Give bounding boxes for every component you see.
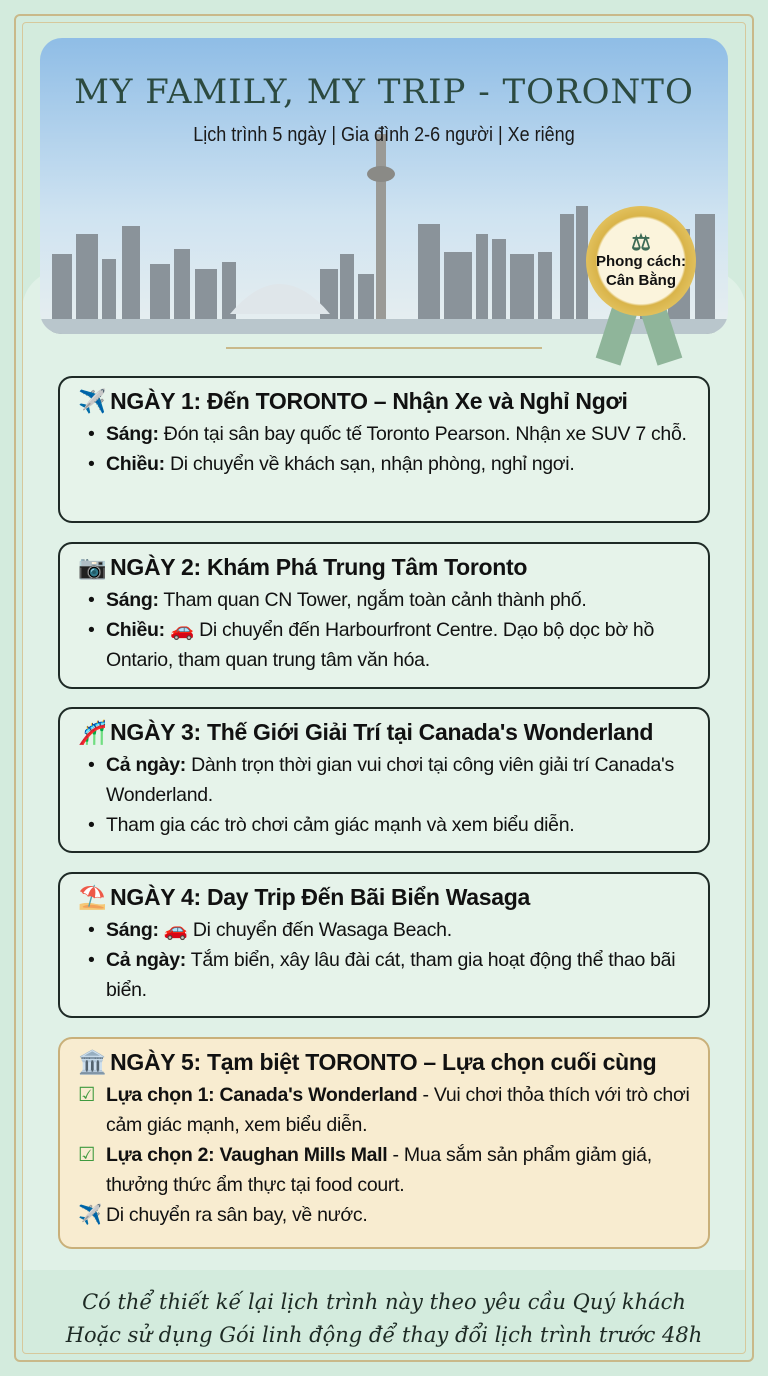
day-title: ⛱️ NGÀY 4: Day Trip Đến Bãi Biển Wasaga <box>78 884 531 910</box>
list-item: • Sáng: Đón tại sân bay quốc tế Toronto Pearson. Nhận xe SUV 7 chỗ. <box>78 419 690 449</box>
list-item: • Chiều: 🚗 Di chuyển đến Harbourfront Centre. Dạo bộ dọc bờ hồ Ontario, tham quan trung tâm văn hóa. <box>78 615 690 675</box>
footer-line-2: Hoặc sử dụng Gói linh động để thay đổi lịch trình trước 48h <box>65 1323 703 1347</box>
list-item: • Cả ngày: Tắm biển, xây lâu đài cát, tham gia hoạt động thể thao bãi biển. <box>78 945 690 1005</box>
check-box-icon: ☑ <box>78 1144 96 1166</box>
list-item: ☑ Lựa chọn 2: Vaughan Mills Mall - Mua sắm sản phẩm giảm giá, thưởng thức ẩm thực tại food court. <box>78 1140 690 1200</box>
badge-line1: Phong cách: <box>595 252 686 270</box>
ornament-divider <box>226 347 542 349</box>
day-card-3 <box>58 707 710 853</box>
day-card-1 <box>58 376 710 523</box>
classical-building-icon: 🏛️ <box>78 1049 107 1075</box>
beach-umbrella-icon: ⛱️ <box>78 884 107 910</box>
list-item: • Tham gia các trò chơi cảm giác mạnh và xem biểu diễn. <box>78 810 690 840</box>
list-item: • Chiều: Di chuyển về khách sạn, nhận phòng, nghỉ ngơi. <box>78 449 690 479</box>
badge-line2: Cân Bằng <box>605 271 676 289</box>
airplane-icon: ✈️ <box>78 388 107 414</box>
list-item: ✈️ Di chuyển ra sân bay, về nước. <box>78 1200 690 1230</box>
camera-icon: 📷 <box>78 554 107 580</box>
list-item: • Cả ngày: Dành trọn thời gian vui chơi tại công viên giải trí Canada's Wonderland. <box>78 750 690 810</box>
day-title: 🎢 NGÀY 3: Thế Giới Giải Trí tại Canada's Wonderland <box>78 719 654 745</box>
footer-line-1: Có thể thiết kế lại lịch trình này theo yêu cầu Quý khách <box>82 1290 686 1314</box>
list-item: ☑ Lựa chọn 1: Canada's Wonderland - Vui chơi thỏa thích với trò chơi cảm giác mạnh, xem biểu diễn. <box>78 1080 690 1140</box>
day-card-4 <box>58 872 710 1018</box>
day-card-5 <box>58 1037 710 1249</box>
page-title: MY FAMILY, MY TRIP - TORONTO <box>74 72 694 112</box>
scales-icon: ⚖ <box>631 229 651 255</box>
style-badge <box>586 206 696 316</box>
list-item: • Sáng: Tham quan CN Tower, ngắm toàn cảnh thành phố. <box>78 585 690 615</box>
airplane-icon: ✈️ <box>78 1204 102 1226</box>
day-card-2 <box>58 542 710 689</box>
roller-coaster-icon: 🎢 <box>78 719 107 745</box>
day-title: 🏛️ NGÀY 5: Tạm biệt TORONTO – Lựa chọn cuối cùng <box>78 1049 657 1075</box>
check-box-icon: ☑ <box>78 1084 96 1106</box>
list-item: • Sáng: 🚗 Di chuyển đến Wasaga Beach. <box>78 915 690 945</box>
day-title: 📷 NGÀY 2: Khám Phá Trung Tâm Toronto <box>78 554 528 580</box>
page-subtitle: Lịch trình 5 ngày | Gia đình 2-6 người | Xe riêng <box>193 124 575 146</box>
day-title: ✈️ NGÀY 1: Đến TORONTO – Nhận Xe và Nghỉ Ngơi <box>78 388 628 414</box>
